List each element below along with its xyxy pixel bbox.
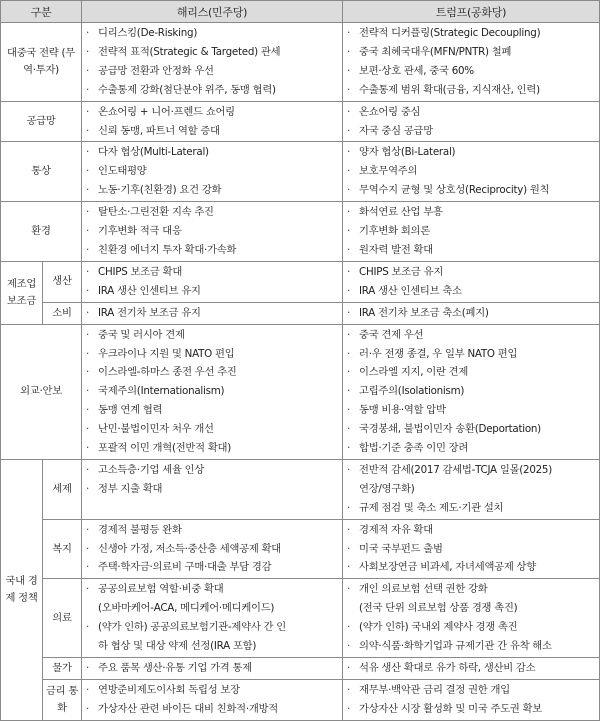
list-item	[86, 461, 338, 480]
trump-cell	[343, 459, 600, 519]
bullet-icon: ·	[86, 27, 90, 39]
list-item	[347, 599, 595, 618]
bullet-icon: ·	[86, 404, 90, 417]
item-text: 합법·기준 충족 이민 장려	[359, 442, 469, 455]
item-text: 양자 협상(Bi-Lateral)	[359, 146, 456, 159]
bullet-icon: ·	[347, 206, 351, 219]
item-text: 신생아 가정, 저소득·중산층 세액공제 확대	[98, 542, 281, 555]
bullet-icon: ·	[86, 146, 90, 159]
bullet-icon: ·	[347, 442, 351, 455]
bullet-icon: ·	[86, 621, 90, 634]
item-text: 재무부·백악관 금리 결정 권한 개입	[359, 683, 510, 696]
trump-cell	[343, 302, 600, 324]
item-text: 원자력 발전 확대	[359, 243, 433, 256]
list-item	[347, 304, 595, 323]
bullet-icon: ·	[347, 542, 351, 555]
list-item	[347, 143, 595, 162]
bullet-icon: ·	[347, 328, 351, 341]
list-item	[86, 659, 338, 678]
bullet-icon: ·	[347, 146, 351, 159]
bullet-icon: ·	[86, 328, 90, 341]
table-row	[1, 261, 600, 302]
header-row	[1, 1, 600, 23]
bullet-icon: ·	[347, 124, 351, 137]
bullet-icon: ·	[86, 423, 90, 436]
item-text: 친환경 에너지 투자 확대·가속화	[98, 243, 237, 256]
trump-cell	[343, 23, 600, 102]
bullet-icon: ·	[347, 265, 351, 278]
list-item	[86, 304, 338, 323]
item-text: 석유 생산 확대로 유가 하락, 생산비 감소	[359, 662, 536, 674]
item-text: 가상자산 시장 활성화 및 미국 주도권 확보	[359, 702, 542, 715]
item-text: 기후변화 적극 대응	[98, 225, 182, 238]
bullet-icon: ·	[347, 45, 351, 58]
table-row	[1, 519, 600, 579]
bullet-icon: ·	[347, 27, 351, 39]
list-item	[86, 401, 338, 420]
bullet-icon: ·	[347, 463, 351, 476]
list-item	[86, 43, 338, 62]
list-item	[347, 401, 595, 420]
item-text: 온쇼어링 + 니어·프렌드 쇼어링	[98, 105, 235, 118]
bullet-icon: ·	[347, 243, 351, 256]
table-row	[1, 23, 600, 102]
harris-cell	[82, 302, 343, 324]
list-item	[86, 24, 338, 43]
bullet-icon: ·	[86, 463, 90, 476]
list-item	[86, 203, 338, 222]
list-item	[86, 62, 338, 81]
subcategory-label: 세제	[43, 459, 82, 519]
item-text: 고소득층·기업 세율 인상	[98, 463, 205, 476]
trump-cell	[343, 324, 600, 459]
list-item	[347, 241, 595, 260]
bullet-icon: ·	[86, 105, 90, 118]
list-item	[347, 162, 595, 181]
list-item	[347, 24, 595, 43]
bullet-icon: ·	[86, 542, 90, 555]
item-text: 연방준비제도이사회 독립성 보장	[98, 683, 240, 696]
bullet-icon: ·	[86, 225, 90, 238]
list-item	[86, 521, 338, 540]
list-item	[86, 345, 338, 364]
table-row	[1, 101, 600, 142]
item-text: 정부 지출 확대	[98, 482, 163, 495]
item-text: 공공의료보험 역할·비중 확대	[98, 583, 224, 596]
list-item	[347, 540, 595, 559]
bullet-icon: ·	[347, 702, 351, 715]
bullet-icon: ·	[347, 225, 351, 238]
list-item	[347, 439, 595, 458]
category-label: 공급망	[1, 101, 82, 142]
category-label: 제조업 보조금	[1, 261, 43, 324]
bullet-icon: ·	[86, 206, 90, 219]
bullet-icon: ·	[86, 265, 90, 278]
list-item	[347, 558, 595, 577]
list-item	[347, 382, 595, 401]
bullet-icon: ·	[86, 561, 90, 574]
item-text: 포괄적 이민 개혁(전반적 확대)	[98, 442, 231, 455]
item-text: 이스라엘 지지, 이란 견제	[359, 366, 469, 379]
item-text: 고립주의(Isolationism)	[359, 385, 465, 398]
list-item	[86, 263, 338, 282]
table-row	[1, 579, 600, 658]
bullet-icon: ·	[347, 83, 351, 96]
item-text: 개인 의료보험 선택 권한 강화	[359, 583, 488, 596]
item-text: 기후변화 회의론	[359, 225, 430, 238]
item-text: 공급망 전환과 안정화 우선	[98, 64, 214, 77]
table-row	[1, 324, 600, 459]
bullet-icon: ·	[86, 583, 90, 596]
item-text: 온쇼어링 중심	[359, 105, 421, 118]
subcategory-label: 의료	[43, 579, 82, 658]
item-text: CHIPS 보조금 확대	[98, 265, 183, 278]
bullet-icon: ·	[347, 385, 351, 398]
list-item	[347, 618, 595, 637]
subcategory-label: 생산	[43, 261, 82, 302]
list-item	[86, 282, 338, 301]
header-harris: 해리스(민주당)	[82, 1, 343, 23]
trump-cell	[343, 679, 600, 720]
bullet-icon: ·	[86, 124, 90, 137]
list-item	[347, 181, 595, 200]
list-item	[347, 681, 595, 700]
subcategory-label: 복지	[43, 519, 82, 579]
list-item	[86, 480, 338, 499]
list-item	[347, 700, 595, 719]
bullet-icon: ·	[86, 284, 90, 297]
item-text: 전반적 감세(2017 감세법-TCJA 일몰(2025)	[359, 463, 553, 476]
category-label: 통상	[1, 142, 82, 202]
item-text: 사회보장연금 비과세, 자녀세액공제 상향	[359, 561, 536, 574]
table-row	[1, 142, 600, 202]
item-text: 동맹 연계 협력	[98, 404, 163, 417]
trump-cell	[343, 519, 600, 579]
bullet-icon: ·	[86, 366, 90, 379]
list-item	[86, 162, 338, 181]
list-item	[347, 659, 595, 678]
bullet-icon: ·	[86, 83, 90, 96]
bullet-icon: ·	[86, 165, 90, 178]
list-item	[86, 326, 338, 345]
harris-cell	[82, 519, 343, 579]
list-item	[347, 363, 595, 382]
bullet-icon: ·	[347, 284, 351, 297]
item-text: 우크라이나 지원 및 NATO 편입	[98, 347, 235, 360]
item-text: 러·우 전쟁 종결, 우 일부 NATO 편입	[359, 347, 518, 360]
list-item	[347, 282, 595, 301]
item-text: 자국 중심 공급망	[359, 124, 433, 137]
table-row	[1, 658, 600, 680]
item-text: (약가 인하) 국내외 제약사 경쟁 촉진	[359, 621, 518, 634]
harris-cell	[82, 202, 343, 262]
category-label: 환경	[1, 202, 82, 262]
list-item	[86, 363, 338, 382]
item-text: 보호무역주의	[359, 165, 418, 178]
bullet-icon: ·	[86, 347, 90, 360]
bullet-icon: ·	[347, 105, 351, 118]
item-text: 중국 최혜국대우(MFN/PNTR) 철폐	[359, 45, 512, 58]
list-item	[347, 122, 595, 141]
list-item	[347, 263, 595, 282]
table-row	[1, 459, 600, 519]
bullet-icon: ·	[86, 482, 90, 495]
item-text: 미국 국부펀드 출범	[359, 542, 443, 555]
bullet-icon: ·	[347, 347, 351, 360]
item-text: 주택·학자금·의료비 구매·대출 부담 경감	[98, 561, 272, 574]
item-text: 노동·기후(친환경) 요건 강화	[98, 184, 222, 197]
bullet-icon: ·	[86, 385, 90, 398]
item-text: 수출통제 범위 확대(금융, 지식재산, 인력)	[359, 83, 540, 96]
list-item	[86, 681, 338, 700]
list-item	[347, 345, 595, 364]
list-item	[347, 637, 595, 656]
item-text: 경제적 자유 확대	[359, 523, 433, 536]
bullet-icon: ·	[347, 583, 351, 596]
item-text: 디리스킹(De-Risking)	[98, 27, 198, 39]
list-item	[347, 521, 595, 540]
list-item	[347, 580, 595, 599]
item-text: 전략적 표적(Strategic & Targeted) 관세	[98, 45, 281, 58]
list-item	[347, 222, 595, 241]
harris-cell	[82, 579, 343, 658]
bullet-icon: ·	[86, 243, 90, 256]
list-item	[347, 480, 595, 499]
item-text: 규제 점검 및 축소 제도·기관 설치	[359, 501, 504, 514]
list-item	[86, 637, 338, 656]
item-text: 인도태평양	[98, 165, 147, 178]
bullet-icon: ·	[347, 366, 351, 379]
list-item	[86, 420, 338, 439]
subcategory-label: 물가	[43, 658, 82, 680]
bullet-icon: ·	[347, 501, 351, 514]
list-item	[86, 439, 338, 458]
category-label: 국내 경제 정책	[1, 459, 43, 720]
item-text: IRA 전기차 보조금 축소(폐지)	[359, 306, 489, 319]
bullet-icon: ·	[347, 306, 351, 319]
trump-cell	[343, 261, 600, 302]
table-row	[1, 679, 600, 720]
list-item	[86, 241, 338, 260]
list-item	[86, 618, 338, 637]
bullet-icon: ·	[347, 621, 351, 634]
item-text: 신뢰 동맹, 파트너 역할 증대	[98, 124, 220, 137]
harris-cell	[82, 101, 343, 142]
item-text: 동맹 비용·역할 압박	[359, 404, 446, 417]
list-item	[347, 499, 595, 518]
bullet-icon: ·	[347, 683, 351, 696]
item-text: 수출통제 강화(첨단분야 위주, 동맹 협력)	[98, 83, 276, 96]
subcategory-label: 금리 통화	[43, 679, 82, 720]
trump-cell	[343, 101, 600, 142]
table-row	[1, 302, 600, 324]
item-text: 경제적 불평등 완화	[98, 523, 182, 536]
trump-cell	[343, 202, 600, 262]
harris-cell	[82, 658, 343, 680]
harris-cell	[82, 142, 343, 202]
list-item	[86, 222, 338, 241]
bullet-icon: ·	[347, 662, 351, 674]
item-text: CHIPS 보조금 유지	[359, 265, 444, 278]
list-item	[86, 599, 338, 618]
item-text: 보편·상호 관세, 중국 60%	[359, 64, 474, 77]
list-item	[86, 558, 338, 577]
bullet-icon: ·	[347, 64, 351, 77]
bullet-icon: ·	[86, 184, 90, 197]
item-text: 화석연료 산업 부흥	[359, 206, 443, 219]
item-text: 난민·불법이민자 처우 개선	[98, 423, 214, 436]
category-label: 대중국 전략 (무역·투자)	[1, 23, 82, 102]
item-text: IRA 전기차 보조금 유지	[98, 306, 201, 319]
list-item	[347, 81, 595, 100]
bullet-icon: ·	[86, 64, 90, 77]
trump-cell	[343, 142, 600, 202]
item-text: 이스라엘-하마스 종전 우선 추진	[98, 366, 237, 379]
bullet-icon: ·	[347, 404, 351, 417]
list-item	[347, 326, 595, 345]
list-item	[347, 43, 595, 62]
item-text: IRA 생산 인센티브 유지	[98, 284, 201, 297]
subcategory-label: 소비	[43, 302, 82, 324]
list-item	[347, 461, 595, 480]
list-item	[86, 143, 338, 162]
harris-cell	[82, 459, 343, 519]
bullet-icon: ·	[86, 306, 90, 319]
bullet-icon: ·	[347, 561, 351, 574]
list-item	[86, 122, 338, 141]
bullet-icon: ·	[347, 523, 351, 536]
item-text: 의약·식품·화학기업과 규제기관 간 유착 해소	[359, 640, 552, 653]
bullet-icon: ·	[86, 683, 90, 696]
table-row	[1, 202, 600, 262]
bullet-icon: ·	[347, 165, 351, 178]
bullet-icon: ·	[86, 662, 90, 674]
list-item	[347, 420, 595, 439]
harris-cell	[82, 679, 343, 720]
list-item	[347, 62, 595, 81]
table-body	[1, 23, 600, 721]
bullet-icon: ·	[86, 523, 90, 536]
item-text: 가상자산 관련 바이든 대비 친화적·개방적	[98, 702, 278, 715]
list-item	[86, 700, 338, 719]
item-text: 중국 및 러시아 견제	[98, 328, 185, 341]
bullet-icon: ·	[347, 423, 351, 436]
item-text: IRA 생산 인센티브 축소	[359, 284, 462, 297]
item-text: 중국 견제 우선	[359, 328, 424, 341]
harris-cell	[82, 23, 343, 102]
list-item	[86, 540, 338, 559]
bullet-icon: ·	[347, 184, 351, 197]
item-text: 주요 품목 생산·유통 기업 가격 통제	[98, 662, 252, 674]
category-label: 외교·안보	[1, 324, 82, 459]
list-item	[347, 103, 595, 122]
bullet-icon: ·	[86, 442, 90, 455]
item-text: 탈탄소·그린전환 지속 추진	[98, 206, 214, 219]
item-text: (오바마케어-ACA, 메디케어·메디케이드)	[98, 602, 275, 615]
item-text: 국제주의(Internationalism)	[98, 385, 225, 398]
item-text: (약가 인하) 공공의료보험기관-제약사 간 인	[98, 621, 286, 634]
item-text: 무역수지 균형 및 상호성(Reciprocity) 원칙	[359, 184, 550, 197]
harris-cell	[82, 261, 343, 302]
trump-cell	[343, 658, 600, 680]
list-item	[86, 580, 338, 599]
list-item	[86, 181, 338, 200]
item-text: 다자 협상(Multi-Lateral)	[98, 146, 209, 159]
list-item	[86, 81, 338, 100]
trump-cell	[343, 579, 600, 658]
bullet-icon: ·	[86, 45, 90, 58]
bullet-icon: ·	[86, 702, 90, 715]
item-text: 하 협상 및 대상 약제 선정(IRA 포함)	[98, 640, 257, 653]
item-text: (전국 단위 의료보험 상품 경쟁 촉진)	[359, 602, 518, 615]
harris-cell	[82, 324, 343, 459]
item-text: 연장/영구화)	[359, 482, 415, 495]
bullet-icon: ·	[347, 640, 351, 653]
header-category: 구분	[1, 1, 82, 23]
item-text: 전략적 디커플링(Strategic Decoupling)	[359, 27, 541, 39]
list-item	[86, 103, 338, 122]
item-text: 국경봉쇄, 불법이민자 송환(Deportation)	[359, 423, 541, 436]
list-item	[347, 203, 595, 222]
header-trump: 트럼프(공화당)	[343, 1, 600, 23]
list-item	[86, 382, 338, 401]
